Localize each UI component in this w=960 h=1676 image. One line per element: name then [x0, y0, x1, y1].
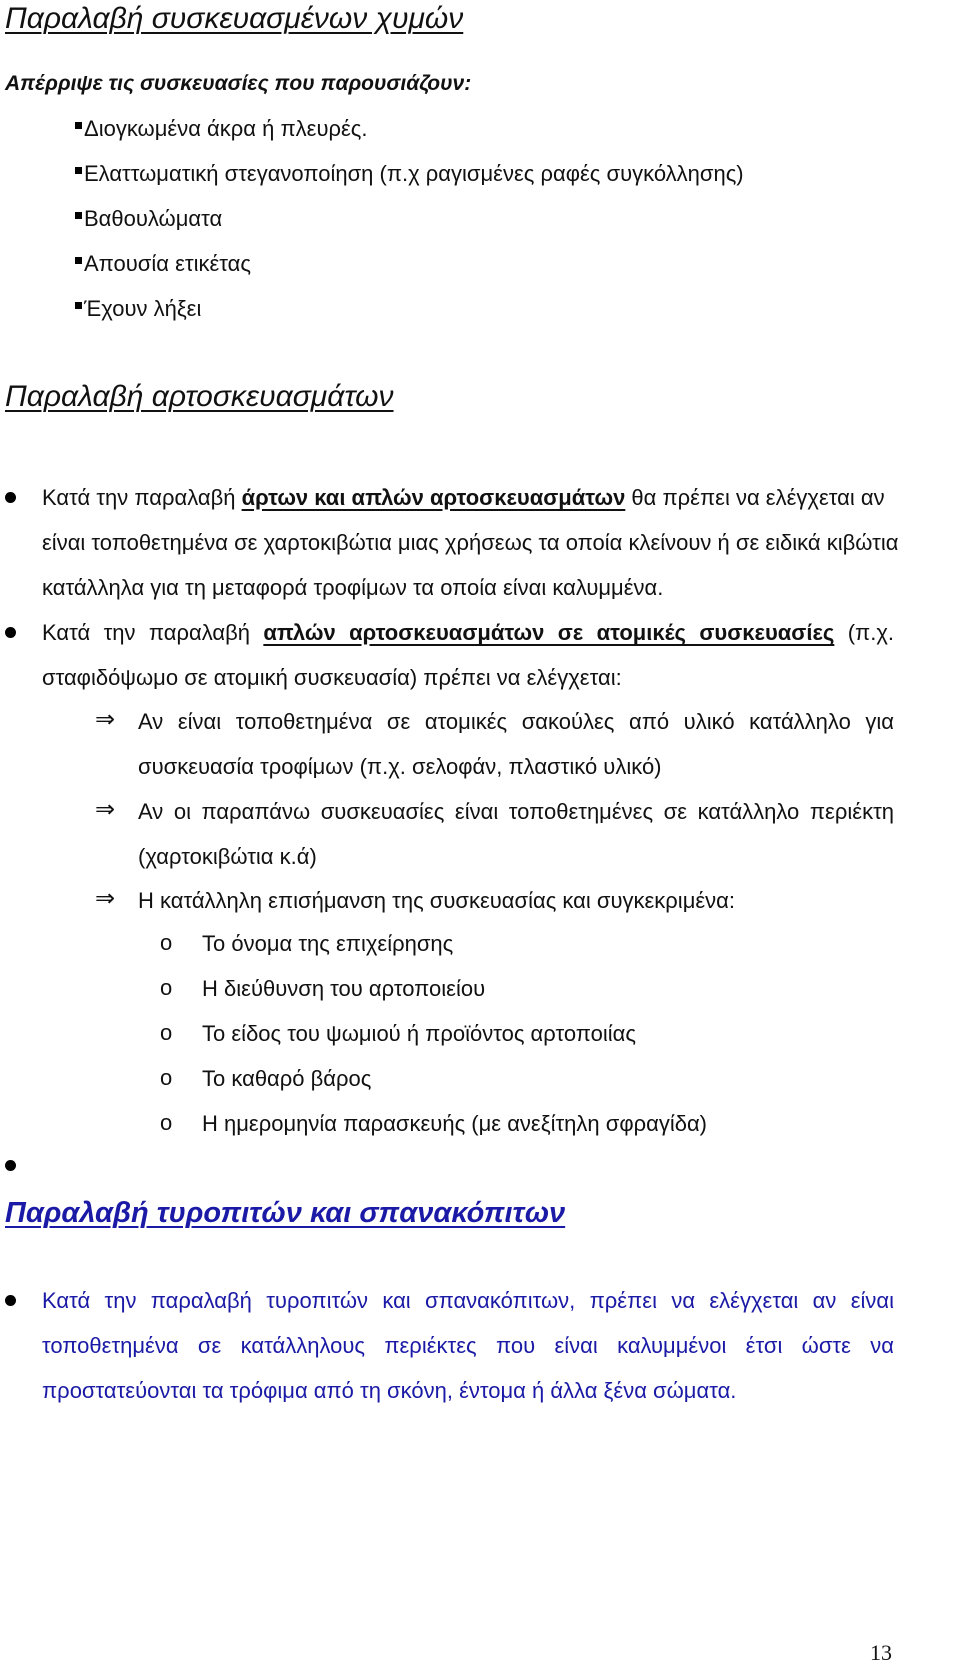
- page-number: 13: [870, 1640, 892, 1665]
- round-bullet-icon: [5, 492, 16, 503]
- label-item: Η ημερομηνία παρασκευής (με ανεξίτηλη σφραγίδα): [202, 1111, 708, 1136]
- section3-title: Παραλαβή τυροπιτών και σπανακόπιτων: [5, 1197, 566, 1229]
- section2-title: Παραλαβή αρτοσκευασμάτων: [5, 380, 394, 413]
- section3-line2: τοποθετημένα σε κατάλληλους περιέκτες που είναι καλυμμένοι έτσι ώστε να: [42, 1333, 894, 1358]
- para2-emphasis: απλών αρτοσκευασμάτων σε ατομικές συσκευασίες: [263, 620, 835, 645]
- round-bullet-icon: [5, 1295, 16, 1306]
- section1-title: Παραλαβή συσκευασμένων χυμών: [5, 2, 464, 35]
- para2-text: Κατά την παραλαβή: [42, 620, 264, 645]
- double-arrow-icon: ⇒: [95, 884, 116, 912]
- check-line: Αν οι παραπάνω συσκευασίες είναι τοποθετημένες σε κατάλληλο περιέκτη: [138, 799, 894, 824]
- circle-bullet-icon: o: [160, 1065, 173, 1090]
- para2-text: (π.χ.: [834, 620, 894, 645]
- section3-line1: Κατά την παραλαβή τυροπιτών και σπανακόπιτων, πρέπει να ελέγχεται αν είναι: [42, 1288, 894, 1313]
- list-item: Απουσία ετικέτας: [84, 251, 251, 276]
- round-bullet-icon: [5, 627, 16, 638]
- square-bullet-icon: [75, 167, 82, 174]
- square-bullet-icon: [75, 257, 82, 264]
- list-item: Ελαττωματική στεγανοποίηση (π.χ ραγισμένες ραφές συγκόλλησης): [84, 161, 744, 186]
- para1-line2: είναι τοποθετημένα σε χαρτοκιβώτια μιας χρήσεως τα οποία κλείνουν ή σε ειδικά κιβώτια: [42, 530, 899, 555]
- para1-emphasis: άρτων και απλών αρτοσκευασμάτων: [241, 485, 626, 510]
- list-item: Διογκωμένα άκρα ή πλευρές.: [84, 116, 368, 141]
- double-arrow-icon: ⇒: [95, 705, 116, 733]
- section1-subtitle: Απέρριψε τις συσκευασίες που παρουσιάζουν:: [5, 72, 472, 95]
- circle-bullet-icon: o: [160, 1020, 173, 1045]
- para1-text: θα πρέπει να ελέγχεται αν: [625, 485, 885, 510]
- square-bullet-icon: [75, 122, 82, 129]
- list-item: Βαθουλώματα: [84, 206, 223, 231]
- list-item: Έχουν λήξει: [84, 296, 202, 321]
- para1-line1: [42, 474, 885, 521]
- para1-text: Κατά την παραλαβή: [42, 485, 242, 510]
- double-arrow-icon: ⇒: [95, 795, 116, 823]
- label-item: Η διεύθυνση του αρτοποιείου: [202, 976, 486, 1001]
- check-line: Αν είναι τοποθετημένα σε ατομικές σακούλες από υλικό κατάλληλο για: [138, 709, 894, 734]
- para2-line1: [42, 609, 894, 656]
- label-item: Το είδος του ψωμιού ή προϊόντος αρτοποιίας: [202, 1021, 636, 1046]
- label-item: Το καθαρό βάρος: [202, 1066, 372, 1091]
- section3-line3: προστατεύονται τα τρόφιμα από τη σκόνη, έντομα ή άλλα ξένα σώματα.: [42, 1378, 737, 1403]
- square-bullet-icon: [75, 302, 82, 309]
- square-bullet-icon: [75, 212, 82, 219]
- para1-line3: κατάλληλα για τη μεταφορά τροφίμων τα οποία είναι καλυμμένα.: [42, 575, 664, 600]
- circle-bullet-icon: o: [160, 930, 173, 955]
- check-line: συσκευασία τροφίμων (π.χ. σελοφάν, πλαστικό υλικό): [138, 754, 662, 779]
- label-item: Το όνομα της επιχείρησης: [202, 931, 454, 956]
- check-line: Η κατάλληλη επισήμανση της συσκευασίας και συγκεκριμένα:: [138, 888, 736, 913]
- round-bullet-icon: [5, 1160, 16, 1171]
- circle-bullet-icon: o: [160, 975, 173, 1000]
- check-line: (χαρτοκιβώτια κ.ά): [138, 844, 317, 869]
- circle-bullet-icon: o: [160, 1110, 173, 1135]
- para2-line2: σταφιδόψωμο σε ατομική συσκευασία) πρέπει να ελέγχεται:: [42, 665, 622, 690]
